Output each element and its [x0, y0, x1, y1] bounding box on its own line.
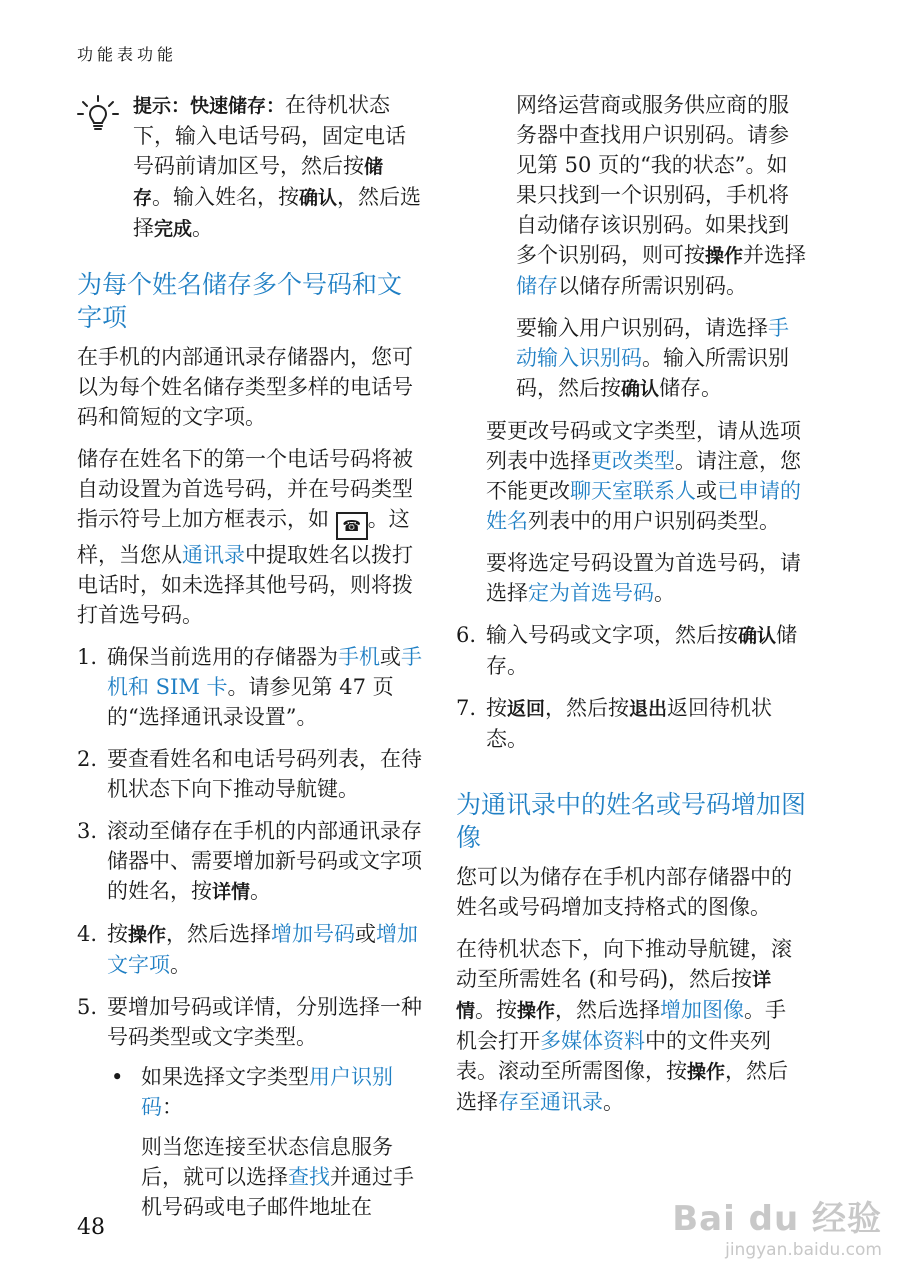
- baidu-watermark: [672, 1191, 882, 1260]
- step-1: [77, 642, 422, 732]
- step-4: [77, 919, 422, 980]
- s2-text-5: 中的文件夹列表。滚动至所需图像，按: [456, 1029, 771, 1083]
- steps-list-left: [77, 642, 422, 1222]
- options-key: 操作: [517, 1000, 556, 1022]
- link-save-to-contacts[interactable]: 存至通讯录: [498, 1090, 603, 1114]
- continued-para-1: [456, 90, 806, 301]
- cont3-text-1: 要更改号码或文字类型，请从选项列表中选择: [486, 419, 801, 473]
- step-text: 输入号码或文字项，然后按: [486, 623, 738, 647]
- tip-box: [77, 90, 422, 244]
- cont4-text-2: 。: [654, 581, 675, 605]
- step-body: [486, 620, 806, 681]
- step-number: 1.: [77, 645, 98, 669]
- link-phone[interactable]: 手机: [338, 645, 380, 669]
- cont4-text-1: 要将选定号码设置为首选号码，请选择: [486, 551, 801, 605]
- cont1-text-3: 以储存所需识别码。: [558, 274, 747, 298]
- cont3-text-2: 。请注意，您不能更改: [486, 449, 801, 503]
- step-text: 返回待机状态。: [486, 696, 773, 751]
- step-number: 3.: [77, 819, 98, 843]
- tip-text-2: 。输入姓名，按: [152, 185, 300, 209]
- s2-text-4: 。手机会打开: [456, 998, 787, 1053]
- bullet-item: [107, 1062, 422, 1222]
- phone-icon: ☎: [336, 512, 368, 540]
- link-contacts[interactable]: 通讯录: [182, 543, 245, 567]
- tip-text-4: 。: [192, 216, 214, 240]
- section2-para2: [456, 934, 806, 1117]
- step-text: ，然后按: [545, 696, 630, 720]
- link-requested-names[interactable]: 已申请的姓名: [486, 479, 801, 533]
- cont1-text-2: 并选择: [743, 243, 807, 267]
- link-manual-enter-id[interactable]: 手动输入识别码: [516, 316, 789, 370]
- bullet-text-1: 如果选择文字类型: [141, 1065, 309, 1089]
- step-body: [107, 816, 422, 907]
- back-key: 返回: [507, 698, 546, 720]
- bullet-text: [141, 1062, 422, 1122]
- section2-para1: 您可以为储存在手机内部存储器中的姓名或号码增加支持格式的图像。: [456, 865, 792, 919]
- step-text: 按: [486, 696, 507, 720]
- left-column: [77, 90, 422, 1234]
- step-text: 滚动至储存在手机的内部通讯录存储器中、需要增加新号码或文字项的姓名，按: [107, 819, 422, 903]
- watermark-logo-text: Bai du 经验: [672, 1199, 882, 1239]
- link-set-default-number[interactable]: 定为首选号码: [528, 581, 654, 605]
- para2-text-2: 。这样，当您从: [77, 507, 410, 567]
- step-text: 储存。: [486, 623, 798, 678]
- continued-para-4: [456, 548, 806, 608]
- exit-key: 退出: [629, 698, 668, 720]
- step-3: [77, 816, 422, 907]
- step-text: 。请参见第 47 页的“选择通讯录设置”。: [107, 675, 394, 729]
- watermark-url: jingyan.baidu.com: [725, 1240, 882, 1260]
- para2-text-1: 储存在姓名下的第一个电话号码将被自动设置为首选号码，并在号码类型指示符号上加方框表示，如: [77, 447, 413, 531]
- step-body: [486, 693, 806, 754]
- options-key: 操作: [705, 245, 744, 267]
- tip-text: [133, 90, 422, 244]
- para2-text-3: 中提取姓名以拨打电话时，如未选择其他号码，则将拨打首选号码。: [77, 543, 413, 627]
- section-header: 功能表功能: [77, 45, 178, 64]
- link-add-text-item[interactable]: 增加文字项: [107, 922, 419, 977]
- step-7: [456, 693, 806, 754]
- details-key: 详情: [456, 969, 772, 1022]
- step-text: 。: [250, 879, 272, 903]
- link-phone-and-sim[interactable]: 手机和 SIM 卡: [107, 645, 422, 699]
- cont2-text-3: 储存。: [659, 376, 723, 400]
- link-user-id[interactable]: 用户识别码: [141, 1065, 393, 1119]
- step-number: 2.: [77, 747, 98, 771]
- step-2: [77, 744, 422, 804]
- bullet-text-2: ：: [162, 1095, 183, 1119]
- step-text: ，然后选择: [166, 922, 272, 946]
- tip-text-1: 在待机状态下，输入电话号码，固定电话号码前请加区号，然后按: [133, 93, 406, 178]
- s2-text-7: 。: [603, 1090, 624, 1114]
- step-number: 7.: [456, 696, 477, 720]
- lightbulb-icon: [77, 90, 123, 244]
- confirm-key: 确认: [738, 625, 777, 647]
- bullet-sub-text-2: 并通过手机号码或电子邮件地址在: [141, 1165, 414, 1219]
- cont2-text-2: 。输入所需识别码，然后按: [516, 346, 789, 400]
- link-chat-contacts[interactable]: 聊天室联系人: [570, 479, 696, 503]
- link-save[interactable]: 储存: [516, 274, 558, 298]
- step-number: 6.: [456, 623, 477, 647]
- link-add-number[interactable]: 增加号码: [271, 922, 356, 946]
- options-key: 操作: [687, 1061, 726, 1083]
- step-number: 5.: [77, 995, 98, 1019]
- step-text: 或: [380, 645, 401, 669]
- tip-label: 提示：快速储存：: [133, 95, 286, 117]
- link-add-image[interactable]: 增加图像: [660, 998, 745, 1022]
- confirm-key: 确认: [621, 378, 660, 400]
- section1-heading: 为每个姓名储存多个号码和文字项: [77, 270, 403, 332]
- s2-text-6: ，然后选择: [456, 1059, 789, 1114]
- cont2-text-1: 要输入用户识别码，请选择: [516, 316, 768, 340]
- cont3-text-3: 或: [696, 479, 717, 503]
- step-5: [77, 992, 422, 1222]
- section1-para1: 在手机的内部通讯录存储器内，您可以为每个姓名储存类型多样的电话号码和简短的文字项。: [77, 345, 413, 429]
- continued-para-2: [456, 313, 806, 404]
- options-key: 操作: [128, 924, 167, 946]
- step-text: 要查看姓名和电话号码列表，在待机状态下向下推动导航键。: [107, 747, 422, 801]
- bullet-body: [141, 1062, 422, 1222]
- details-key: 详情: [212, 881, 251, 903]
- tip-text-3: ，然后选择: [133, 185, 422, 240]
- step-body: [107, 642, 422, 732]
- step-6: [456, 620, 806, 681]
- bullet-sub-text: [141, 1132, 422, 1222]
- bullet-mark: •: [111, 1065, 124, 1089]
- tip-confirm-key: 确认: [299, 187, 338, 209]
- cont3-text-4: 列表中的用户识别码类型。: [528, 509, 780, 533]
- step-body: [107, 992, 422, 1222]
- tip-done-key: 完成: [154, 218, 193, 240]
- step-text: 确保当前选用的存储器为: [107, 645, 338, 669]
- steps-list-right: [456, 620, 806, 754]
- step-number: 4.: [77, 922, 98, 946]
- step-body: [107, 919, 422, 980]
- step-text: 或: [355, 922, 377, 946]
- link-search[interactable]: 查找: [288, 1165, 330, 1189]
- page-number: 48: [77, 1215, 105, 1240]
- link-change-type[interactable]: 更改类型: [591, 449, 675, 473]
- link-gallery[interactable]: 多媒体资料: [540, 1029, 645, 1053]
- step-text: 按: [107, 922, 128, 946]
- s2-text-2: 。按: [475, 998, 518, 1022]
- step-text: 要增加号码或详情，分别选择一种号码类型或文字类型。: [107, 995, 422, 1049]
- s2-text-3: ，然后选择: [555, 998, 661, 1022]
- step-text: 。: [170, 953, 191, 977]
- bullet-sub-text-1: 则当您连接至状态信息服务后，就可以选择: [141, 1135, 393, 1189]
- section2-heading: 为通讯录中的姓名或号码增加图像: [456, 790, 807, 852]
- continued-para-3: [456, 416, 806, 536]
- s2-text-1: 在待机状态下，向下推动导航键，滚动至所需姓名 (和号码)，然后按: [456, 937, 792, 991]
- cont1-text-1: 网络运营商或服务供应商的服务器中查找用户识别码。请参见第 50 页的“我的状态”。如果只找到一个识别码，手机将自动储存该识别码。如果找到多个识别码，则可按: [516, 93, 789, 267]
- right-column: [456, 90, 806, 1129]
- tip-save-key: 储存: [133, 156, 384, 209]
- section1-para2: [77, 444, 422, 630]
